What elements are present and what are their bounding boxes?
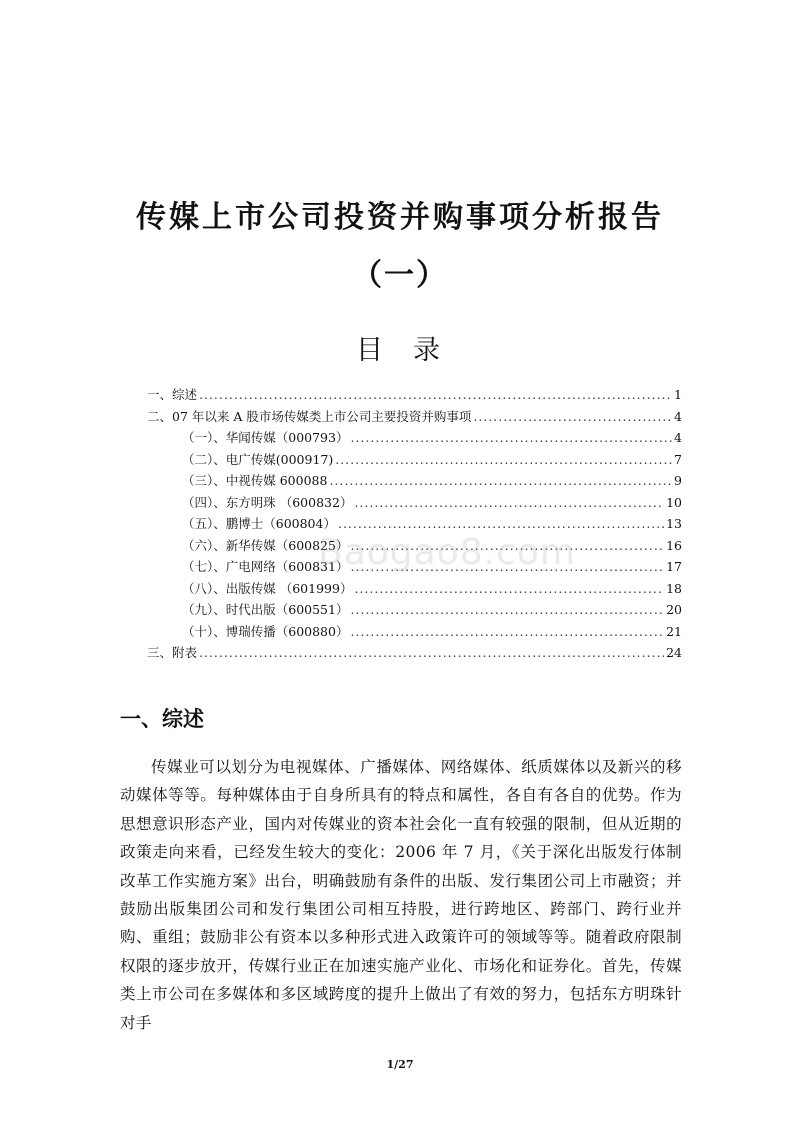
toc-leader-dots	[350, 599, 664, 621]
toc-leader-dots	[350, 427, 672, 449]
toc-entry-page: 9	[674, 473, 682, 488]
toc-entry-page: 16	[666, 537, 682, 553]
toc-entry-page: 4	[674, 408, 682, 424]
toc-entry-label: （六）、新华传媒（600825）	[182, 537, 349, 553]
toc-entry-label: （四）、东方明珠 （600832）	[182, 494, 353, 510]
toc-entry-label: （一）、华闻传媒（000793）	[182, 430, 349, 445]
toc-entry-label: （三）、中视传媒 600088	[182, 473, 328, 488]
report-title: 传媒上市公司投资并购事项分析报告	[136, 200, 664, 235]
toc-entry-page: 4	[674, 430, 682, 445]
toc-leader-dots	[350, 621, 664, 643]
toc-entry[interactable]	[147, 384, 682, 406]
toc-entry[interactable]	[147, 621, 682, 643]
toc-entry-page: 18	[666, 580, 682, 596]
toc-entry[interactable]	[147, 449, 682, 471]
toc-leader-dots	[335, 449, 672, 471]
toc-entry-page: 20	[666, 602, 682, 617]
page-number: 1/27	[386, 1058, 414, 1071]
toc-leader-dots	[354, 578, 664, 600]
toc-entry[interactable]	[147, 427, 682, 449]
toc-entry-page: 24	[666, 645, 682, 660]
toc-entry-page: 13	[666, 516, 682, 531]
toc-leader-dots	[199, 384, 672, 406]
toc-entry-label: 三、附表	[147, 645, 198, 660]
watermark: Baogao8.com	[318, 532, 576, 573]
toc-entry[interactable]	[147, 642, 682, 664]
toc-leader-dots	[329, 470, 672, 492]
toc-entry-label: （七）、广电网络（600831）	[182, 559, 349, 574]
toc-entry-label: （八）、出版传媒 （601999）	[182, 580, 353, 596]
section-heading-overview: 一、综述	[120, 707, 204, 731]
report-subtitle: （一）	[352, 258, 448, 293]
toc-entry[interactable]	[147, 470, 682, 492]
toc-entry-page: 10	[666, 494, 682, 510]
toc-leader-dots	[199, 642, 664, 664]
toc-entry[interactable]	[147, 492, 682, 514]
toc-entry-label: （九）、时代出版（600551）	[182, 602, 349, 617]
toc-entry[interactable]	[147, 406, 682, 428]
toc-entry-label: 一、综述	[147, 387, 198, 402]
toc-leader-dots	[354, 492, 664, 514]
toc-entry[interactable]	[147, 578, 682, 600]
toc-entry-label: （二）、电广传媒(000917)	[182, 451, 334, 467]
toc-entry-page: 21	[666, 623, 682, 639]
toc-heading: 目录	[356, 335, 470, 366]
toc-leader-dots	[473, 406, 672, 428]
table-of-contents	[147, 384, 682, 664]
body-paragraph: 传媒业可以划分为电视媒体、广播媒体、网络媒体、纸质媒体以及新兴的移动媒体等等。每种媒体由于自身所具有的特点和属性，各自有各自的优势。作为思想意识形态产业，国内对传媒业的资本社会化一直有较强的限制，但从近期的政策走向来看，已经发生较大的变化：2006 年 7 月，《关于深化出版发行体制改革工作实施方案》出台，明确鼓励有条件的出版、发行集团公司上市融资；并鼓励出版集团公司和发行集团公司相互持股，进行跨地区、跨部门、跨行业并购、重组；鼓励非公有资本以多种形式进入政策许可的领域等等。随着政府限制权限的逐步放开，传媒行业正在加速实施产业化、市场化和证券化。首先，传媒类上市公司在多媒体和多区域跨度的提升上做出了有效的努力，包括东方明珠针对手	[120, 758, 682, 1032]
toc-entry-label: （十）、博瑞传播（600880）	[182, 623, 349, 639]
toc-entry-label: 二、07 年以来 A 股市场传媒类上市公司主要投资并购事项	[147, 408, 472, 424]
toc-entry[interactable]	[147, 599, 682, 621]
toc-entry-page: 17	[666, 559, 682, 574]
toc-entry-page: 1	[674, 387, 682, 402]
toc-entry-label: （五）、鹏博士（600804）	[182, 516, 336, 531]
toc-entry-page: 7	[674, 451, 682, 467]
